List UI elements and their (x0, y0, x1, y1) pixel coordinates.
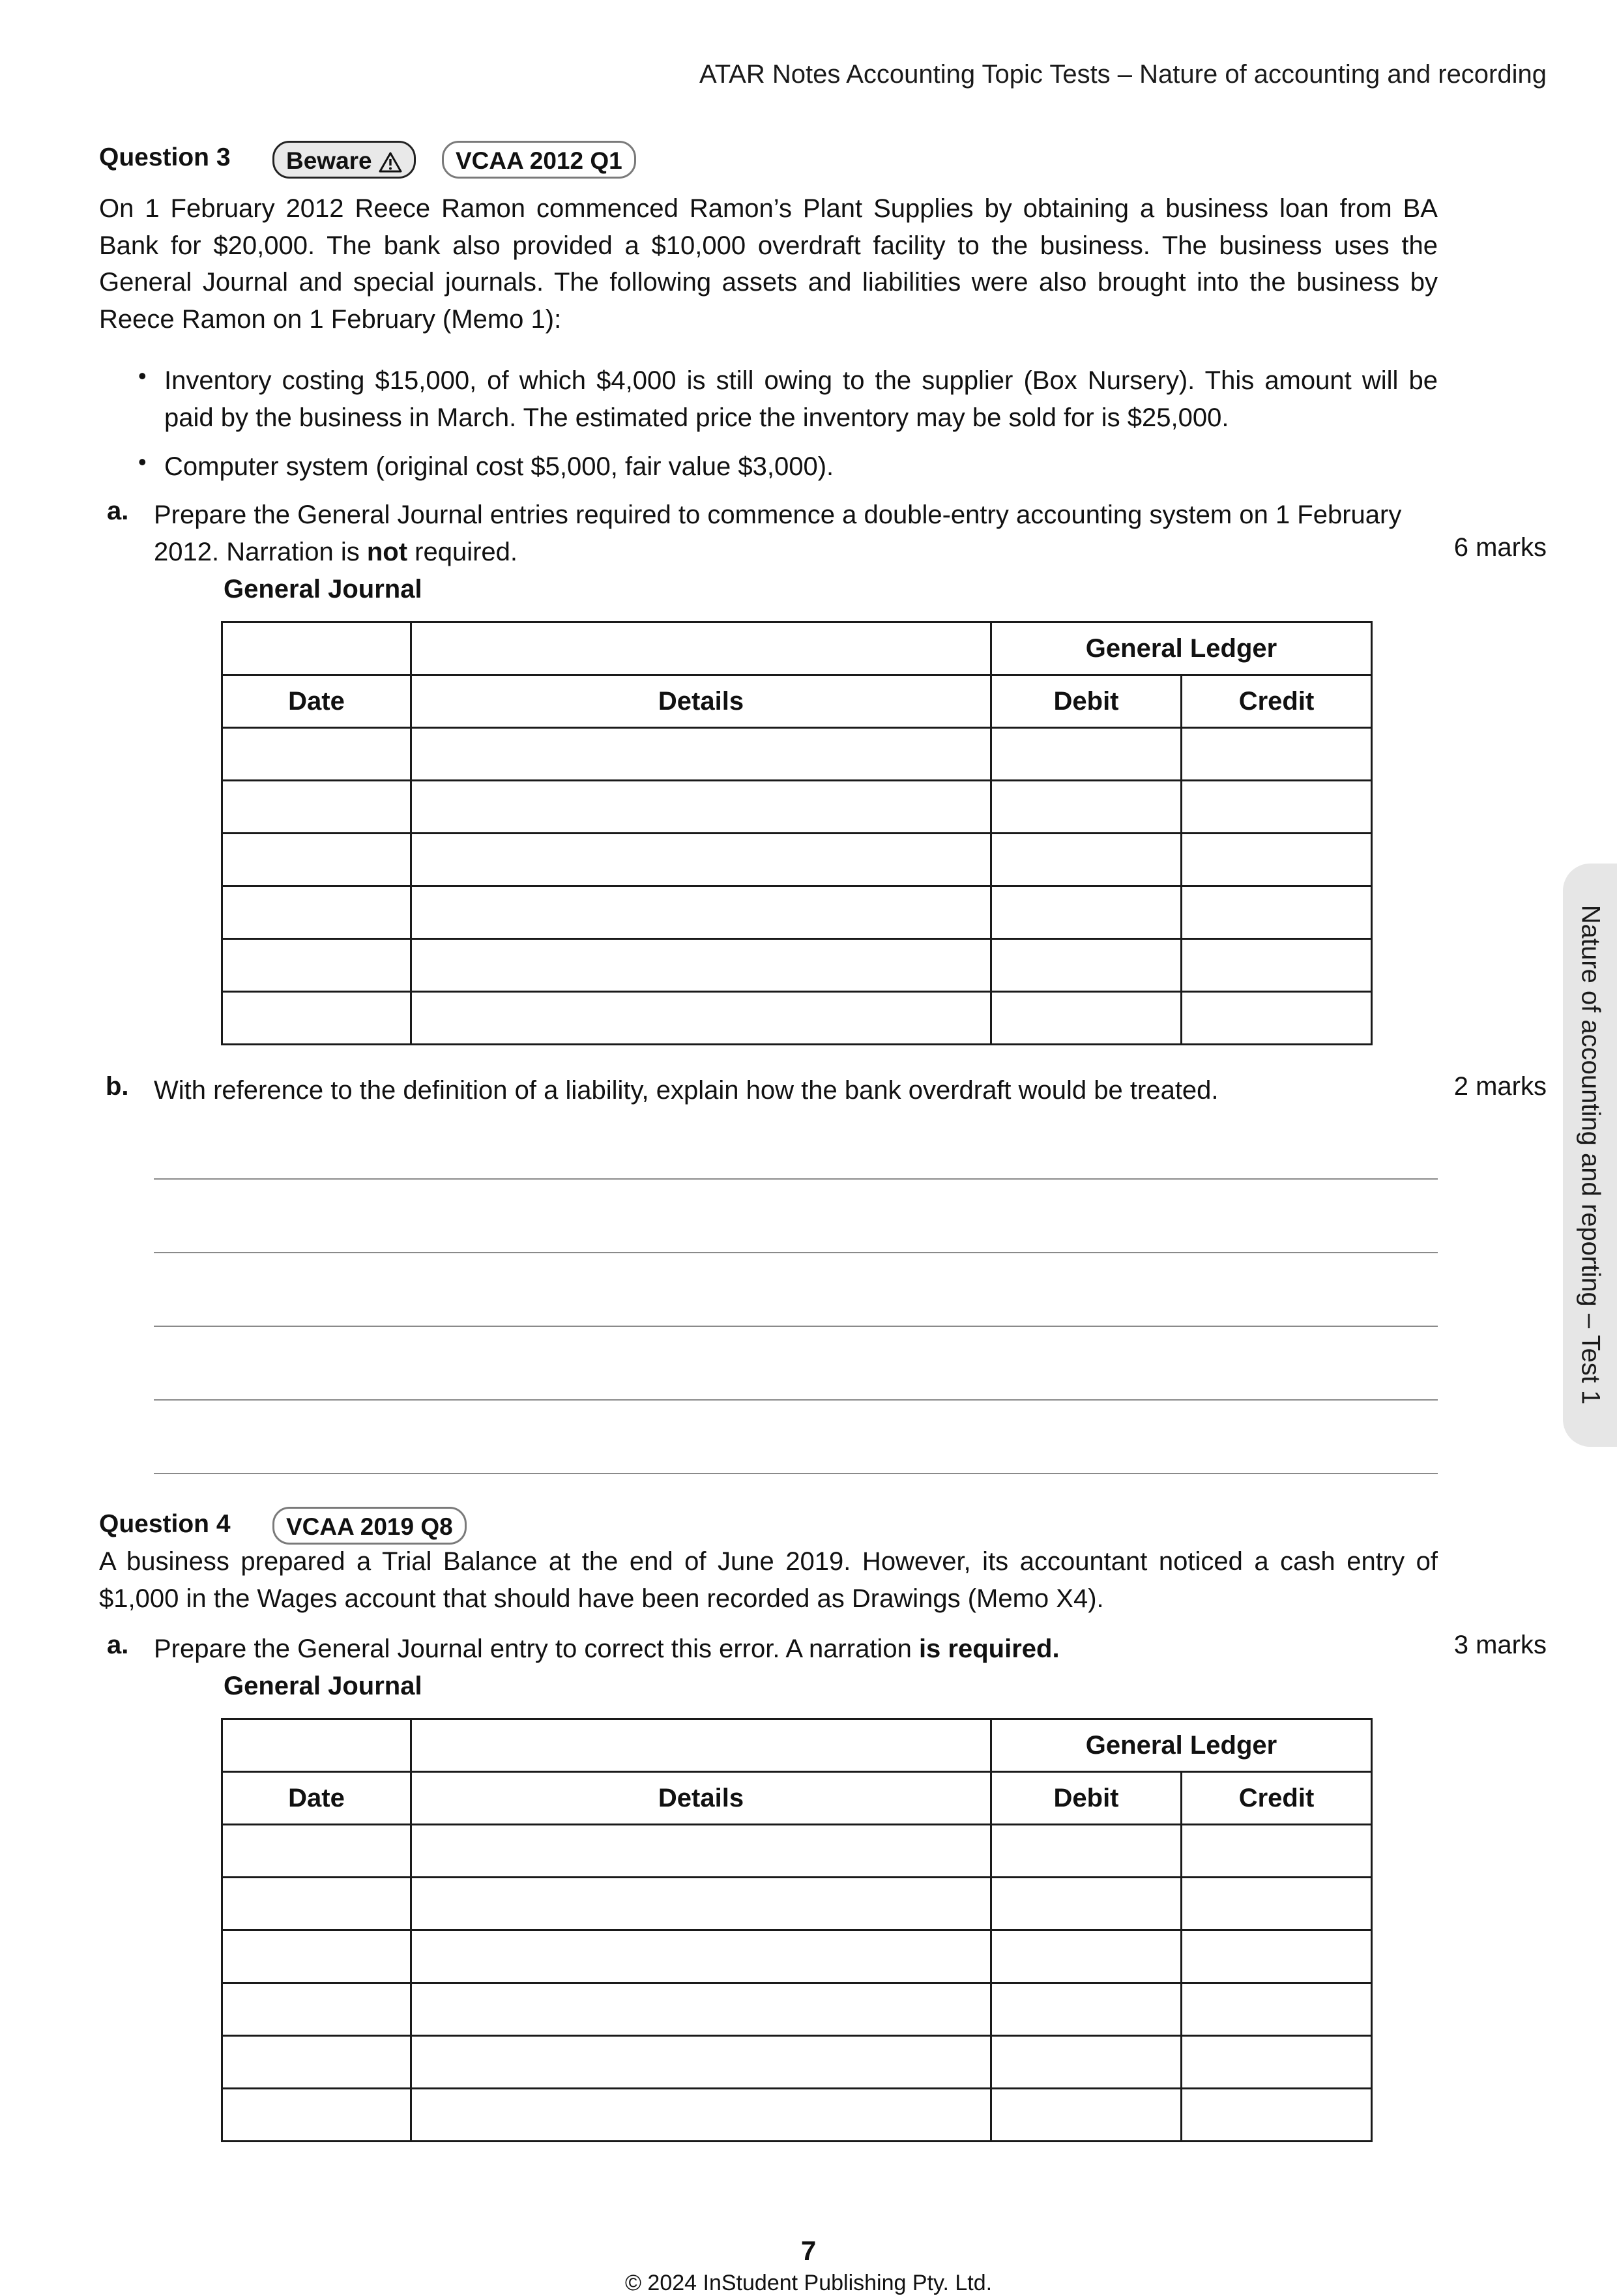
date-cell[interactable] (222, 1878, 411, 1930)
answer-line[interactable] (154, 1178, 1438, 1180)
debit-column-header: Debit (991, 1772, 1182, 1825)
question-4-title: Question 4 (99, 1510, 231, 1538)
section-side-tab-label: Nature of accounting and reporting – Test 1 (1576, 905, 1605, 1405)
question-3a-text: Prepare the General Journal entries required to commence a double-entry accounting system on 1 February 2012. Narration is not required. (154, 501, 1402, 566)
details-cell[interactable] (411, 1983, 991, 2036)
journal-header-blank (411, 622, 991, 675)
answer-line[interactable] (154, 1252, 1438, 1253)
question-3-bullet-2: Computer system (original cost $5,000, fair value $3,000). (164, 452, 834, 481)
journal-title: General Journal (224, 575, 422, 603)
question-3-source-badge: VCAA 2012 Q1 (442, 141, 636, 179)
details-cell[interactable] (411, 1878, 991, 1930)
warning-triangle-icon (379, 147, 402, 183)
debit-cell[interactable] (991, 886, 1182, 939)
debit-cell[interactable] (991, 939, 1182, 992)
journal-row (222, 886, 1372, 939)
date-cell[interactable] (222, 2036, 411, 2089)
credit-cell[interactable] (1182, 886, 1372, 939)
credit-cell[interactable] (1182, 781, 1372, 834)
debit-cell[interactable] (991, 1930, 1182, 1983)
answer-line[interactable] (154, 1399, 1438, 1401)
date-cell[interactable] (222, 1983, 411, 2036)
journal-header-blank (222, 1719, 411, 1772)
details-cell[interactable] (411, 1930, 991, 1983)
question-3-bullet-1: Inventory costing $15,000, of which $4,000 is still owing to the supplier (Box Nursery). This amount will be paid by the business in March. The estimated price the inventory may be sold for is $25,000. (164, 366, 1438, 432)
question-4a-label: a. (107, 1631, 129, 1659)
question-3b-label: b. (106, 1072, 129, 1101)
date-column-header: Date (222, 675, 411, 728)
running-header: ATAR Notes Accounting Topic Tests – Nature of accounting and recording (699, 60, 1547, 89)
page-number: 7 (800, 2235, 817, 2266)
debit-column-header: Debit (991, 675, 1182, 728)
details-cell[interactable] (411, 834, 991, 886)
general-journal-table-3a (221, 621, 1373, 1045)
question-3b-text: With reference to the definition of a liability, explain how the bank overdraft would be treated. (154, 1076, 1219, 1105)
question-3a-label: a. (107, 497, 129, 525)
journal-row (222, 1983, 1372, 2036)
journal-row (222, 1930, 1372, 1983)
copyright-notice: © 2024 InStudent Publishing Pty. Ltd. (624, 2271, 993, 2295)
beware-badge (272, 141, 416, 179)
journal-row (222, 939, 1372, 992)
date-cell[interactable] (222, 781, 411, 834)
details-cell[interactable] (411, 2089, 991, 2142)
journal-row (222, 1878, 1372, 1930)
details-column-header: Details (411, 675, 991, 728)
credit-cell[interactable] (1182, 834, 1372, 886)
credit-cell[interactable] (1182, 728, 1372, 781)
credit-cell[interactable] (1182, 1878, 1372, 1930)
journal-row (222, 834, 1372, 886)
bullet-marker: • (138, 448, 147, 475)
question-4a-marks: 3 marks (1453, 1631, 1547, 1659)
date-cell[interactable] (222, 886, 411, 939)
debit-cell[interactable] (991, 834, 1182, 886)
question-3-intro: On 1 February 2012 Reece Ramon commenced Ramon’s Plant Supplies by obtaining a business loan from BA Bank for $20,000. The bank also provided a $10,000 overdraft facility to the business. The business uses the General Journal and special journals. The following assets and liabilities were also brought into the business by Reece Ramon on 1 February (Memo 1): (99, 194, 1438, 334)
debit-cell[interactable] (991, 728, 1182, 781)
date-cell[interactable] (222, 939, 411, 992)
details-cell[interactable] (411, 2036, 991, 2089)
date-cell[interactable] (222, 1825, 411, 1878)
debit-cell[interactable] (991, 1825, 1182, 1878)
date-cell[interactable] (222, 1930, 411, 1983)
journal-row (222, 728, 1372, 781)
credit-cell[interactable] (1182, 1983, 1372, 2036)
debit-cell[interactable] (991, 2036, 1182, 2089)
journal-row (222, 2036, 1372, 2089)
details-cell[interactable] (411, 992, 991, 1045)
date-cell[interactable] (222, 992, 411, 1045)
credit-cell[interactable] (1182, 1825, 1372, 1878)
journal-header-blank (411, 1719, 991, 1772)
question-4a-text: Prepare the General Journal entry to correct this error. A narration is required. (154, 1635, 1060, 1663)
credit-cell[interactable] (1182, 2089, 1372, 2142)
journal-row (222, 2089, 1372, 2142)
date-cell[interactable] (222, 834, 411, 886)
bullet-marker: • (138, 362, 147, 389)
general-ledger-header: General Ledger (991, 1719, 1372, 1772)
question-3-title: Question 3 (99, 143, 231, 171)
details-cell[interactable] (411, 728, 991, 781)
details-cell[interactable] (411, 781, 991, 834)
credit-column-header: Credit (1182, 675, 1372, 728)
debit-cell[interactable] (991, 1983, 1182, 2036)
answer-line[interactable] (154, 1326, 1438, 1327)
credit-column-header: Credit (1182, 1772, 1372, 1825)
debit-cell[interactable] (991, 1878, 1182, 1930)
journal-row (222, 781, 1372, 834)
details-cell[interactable] (411, 886, 991, 939)
debit-cell[interactable] (991, 2089, 1182, 2142)
details-cell[interactable] (411, 939, 991, 992)
debit-cell[interactable] (991, 992, 1182, 1045)
beware-label: Beware (286, 147, 372, 174)
question-4-intro: A business prepared a Trial Balance at the end of June 2019. However, its accountant noticed a cash entry of $1,000 in the Wages account that should have been recorded as Drawings (Memo X4). (99, 1547, 1438, 1613)
debit-cell[interactable] (991, 781, 1182, 834)
credit-cell[interactable] (1182, 939, 1372, 992)
details-cell[interactable] (411, 1825, 991, 1878)
date-column-header: Date (222, 1772, 411, 1825)
question-4-source-badge: VCAA 2019 Q8 (272, 1507, 467, 1545)
question-3b-marks: 2 marks (1453, 1072, 1547, 1101)
date-cell[interactable] (222, 728, 411, 781)
journal-row (222, 992, 1372, 1045)
question-3a-marks: 6 marks (1453, 533, 1547, 562)
general-journal-table-4a (221, 1718, 1373, 2142)
credit-cell[interactable] (1182, 992, 1372, 1045)
details-column-header: Details (411, 1772, 991, 1825)
answer-line[interactable] (154, 1473, 1438, 1474)
journal-header-blank (222, 622, 411, 675)
date-cell[interactable] (222, 2089, 411, 2142)
credit-cell[interactable] (1182, 2036, 1372, 2089)
general-ledger-header: General Ledger (991, 622, 1372, 675)
journal-title: General Journal (224, 1672, 422, 1700)
credit-cell[interactable] (1182, 1930, 1372, 1983)
journal-row (222, 1825, 1372, 1878)
